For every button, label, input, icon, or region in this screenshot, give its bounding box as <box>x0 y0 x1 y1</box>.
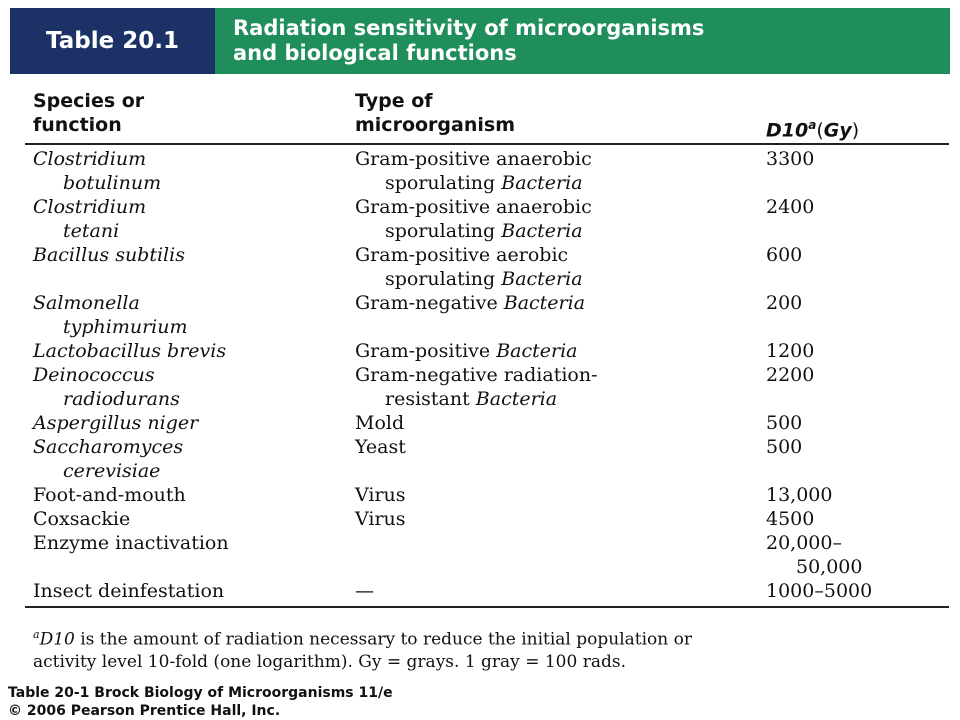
footnote-line-2: activity level 10-fold (one logarithm). Gy = grays. 1 gray = 100 rads. <box>33 651 626 672</box>
footnote-line-1-text: is the amount of radiation necessary to reduce the initial population or <box>74 629 692 650</box>
type-cell-line: sporulating Bacteria <box>385 172 583 194</box>
dose-cell <box>766 291 802 315</box>
dose-cell-line: 2200 <box>766 364 815 386</box>
dose-cell <box>766 435 802 459</box>
type-cell <box>355 411 404 435</box>
table-row <box>0 411 960 435</box>
species-cell <box>33 579 224 603</box>
table-row <box>0 339 960 363</box>
table-number-label: Table 20.1 <box>10 8 215 74</box>
species-cell-line: Salmonella <box>33 292 140 314</box>
species-cell-line: Lactobacillus brevis <box>33 340 227 362</box>
dose-cell <box>766 339 814 363</box>
dose-cell-line: 13,000 <box>766 484 833 506</box>
column-header-dose-unit: Gy <box>823 119 852 142</box>
type-cell <box>355 363 598 411</box>
table-title-line-2: and biological functions <box>233 41 517 65</box>
species-cell-line: Deinococcus <box>33 364 155 386</box>
column-header-type-line-2: microorganism <box>355 114 515 136</box>
dose-cell-line: 1000–5000 <box>766 580 873 602</box>
species-cell-line: Clostridium <box>33 196 147 218</box>
footnote-line-1 <box>33 624 933 651</box>
species-cell-line: Enzyme inactivation <box>33 532 229 554</box>
type-cell-line: Virus <box>355 484 406 506</box>
table-row <box>0 243 960 291</box>
table-row <box>0 579 960 603</box>
column-header-dose-paren-close: ) <box>851 119 860 142</box>
column-header-dose-sup: a <box>808 118 817 132</box>
column-header-species-line-2: function <box>33 114 122 136</box>
taxon-term: Bacteria <box>501 172 583 194</box>
taxon-term: Bacteria <box>501 220 583 242</box>
column-header-type <box>355 89 515 141</box>
dose-cell <box>766 411 802 435</box>
column-header-type-line-1: Type of <box>355 90 433 112</box>
credit-line-1: Table 20-1 Brock Biology of Microorganisms 11/e <box>8 685 393 701</box>
column-header-dose-main: D10 <box>766 119 809 142</box>
footnote <box>33 624 933 673</box>
dose-cell-line: 500 <box>766 436 803 458</box>
dose-cell <box>766 579 872 603</box>
dose-cell-line: 500 <box>766 412 803 434</box>
species-cell <box>33 411 198 435</box>
table-row <box>0 435 960 483</box>
species-cell <box>33 291 188 339</box>
type-cell-line: Gram-positive anaerobic <box>355 196 592 218</box>
table-row <box>0 483 960 507</box>
species-cell <box>33 195 146 243</box>
source-credit <box>8 684 393 720</box>
species-cell-line: cerevisiae <box>63 460 161 482</box>
dose-cell <box>766 195 814 219</box>
dose-cell <box>766 363 814 387</box>
taxon-term: Bacteria <box>501 268 583 290</box>
credit-line-2: © 2006 Pearson Prentice Hall, Inc. <box>8 703 281 719</box>
dose-cell-line: 4500 <box>766 508 815 530</box>
type-cell <box>355 339 578 363</box>
table-row <box>0 195 960 243</box>
type-cell-line: sporulating Bacteria <box>385 220 583 242</box>
species-cell <box>33 531 229 555</box>
dose-cell-line: 2400 <box>766 196 815 218</box>
type-cell <box>355 243 583 291</box>
species-cell-line: Insect deinfestation <box>33 580 225 602</box>
type-cell-line: sporulating Bacteria <box>385 268 583 290</box>
species-cell <box>33 435 183 483</box>
species-cell <box>33 483 186 507</box>
dose-cell <box>766 483 832 507</box>
species-cell-line: Aspergillus niger <box>33 412 199 434</box>
species-cell-line: Coxsackie <box>33 508 131 530</box>
taxon-term: Bacteria <box>496 340 578 362</box>
table-row <box>0 507 960 531</box>
type-cell <box>355 195 592 243</box>
type-cell <box>355 507 406 531</box>
type-cell-line: Gram-positive aerobic <box>355 244 569 266</box>
species-cell <box>33 363 180 411</box>
type-cell-line: — <box>355 580 374 602</box>
species-cell-line: tetani <box>63 220 120 242</box>
dose-cell-line: 3300 <box>766 148 815 170</box>
table-row <box>0 291 960 339</box>
type-cell-line: Gram-negative Bacteria <box>355 292 586 314</box>
species-cell-line: Clostridium <box>33 148 147 170</box>
table-banner <box>10 8 950 74</box>
type-cell-line: Mold <box>355 412 405 434</box>
type-cell-line: Gram-negative radiation- <box>355 364 598 386</box>
dose-cell-line: 200 <box>766 292 803 314</box>
species-cell-line: typhimurium <box>63 316 188 338</box>
dose-cell-line: 600 <box>766 244 803 266</box>
footnote-term: D10 <box>39 629 75 650</box>
table-row <box>0 147 960 195</box>
dose-cell <box>766 531 862 579</box>
species-cell-line: botulinum <box>63 172 162 194</box>
type-cell-line: Gram-positive anaerobic <box>355 148 592 170</box>
table-row <box>0 363 960 411</box>
species-cell-line: Foot-and-mouth <box>33 484 186 506</box>
table-title <box>215 8 950 74</box>
dose-cell-line: 50,000 <box>796 556 863 578</box>
type-cell <box>355 579 374 603</box>
column-header-species <box>33 89 144 141</box>
type-cell <box>355 483 406 507</box>
dose-cell-line: 1200 <box>766 340 815 362</box>
species-cell-line: Saccharomyces <box>33 436 184 458</box>
species-cell-line: Bacillus subtilis <box>33 244 185 266</box>
species-cell <box>33 243 185 267</box>
column-header-dose-paren-open: ( <box>816 119 824 142</box>
dose-cell <box>766 243 802 267</box>
species-cell <box>33 147 161 195</box>
species-cell-line: radiodurans <box>63 388 180 410</box>
type-cell-line: Gram-positive Bacteria <box>355 340 578 362</box>
taxon-term: Bacteria <box>475 388 558 410</box>
type-cell <box>355 291 585 315</box>
species-cell <box>33 339 226 363</box>
taxon-term: Bacteria <box>503 292 586 314</box>
footer-rule <box>25 606 949 608</box>
type-cell <box>355 147 592 195</box>
table-row <box>0 531 960 579</box>
column-header-species-line-1: Species or <box>33 90 145 112</box>
footnote-marker: a <box>33 628 40 641</box>
type-cell-line: Yeast <box>355 436 406 458</box>
table-title-line-1: Radiation sensitivity of microorganisms <box>233 16 705 40</box>
type-cell <box>355 435 406 459</box>
dose-cell <box>766 147 814 171</box>
dose-cell-line: 20,000– <box>766 532 842 554</box>
header-rule <box>25 143 949 145</box>
type-cell-line: resistant Bacteria <box>385 388 558 410</box>
dose-cell <box>766 507 814 531</box>
type-cell-line: Virus <box>355 508 406 530</box>
species-cell <box>33 507 130 531</box>
